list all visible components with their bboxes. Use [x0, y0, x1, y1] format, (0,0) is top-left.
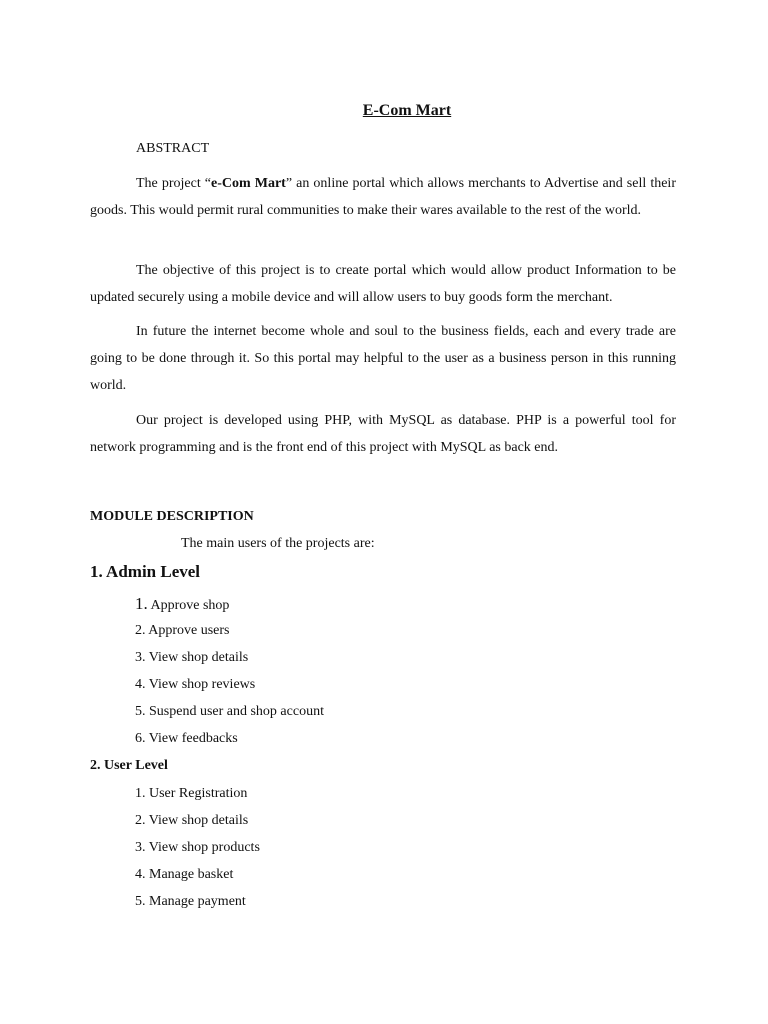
list-item-number: 3. — [135, 650, 146, 665]
list-item-number: 5. — [135, 894, 146, 909]
abstract-paragraph-4: Our project is developed using PHP, with MySQL as database. PHP is a powerful tool for network programming and is the front end of this project with MySQL as back end. — [90, 413, 676, 455]
user-level-heading: 2. User Level — [90, 758, 168, 773]
list-item-number: 3. — [135, 840, 146, 855]
list-item-text: Approve users — [145, 623, 230, 638]
list-item — [135, 807, 260, 834]
project-name: e-Com Mart — [211, 176, 286, 191]
list-item — [135, 834, 260, 861]
list-item-number: 1. — [135, 594, 148, 613]
list-item — [135, 780, 260, 807]
list-item — [135, 698, 324, 725]
list-item-text: Manage basket — [145, 867, 234, 882]
list-item-text: View shop products — [145, 840, 260, 855]
list-item-number: 2. — [135, 813, 146, 828]
module-description-heading: MODULE DESCRIPTION — [90, 509, 254, 524]
list-item-number: 2. — [135, 623, 146, 638]
list-item-text: Approve shop — [147, 598, 230, 613]
list-item-text: User Registration — [145, 786, 248, 801]
list-item-number: 5. — [135, 704, 146, 719]
admin-level-heading: 1. Admin Level — [90, 562, 201, 581]
list-item-text: View feedbacks — [145, 731, 238, 746]
list-item-number: 6. — [135, 731, 146, 746]
abstract-paragraph-1 — [90, 170, 676, 224]
list-item-text: View shop reviews — [145, 677, 256, 692]
admin-level-list — [135, 590, 324, 752]
list-item-text: View shop details — [145, 813, 249, 828]
list-item — [135, 590, 324, 617]
list-item-number: 1. — [135, 786, 146, 801]
list-item-text: Manage payment — [145, 894, 246, 909]
paragraph-1-suffix: ” an online portal which allows merchants to Advertise and sell their goods. This would permit rural communities to make their wares available to the rest of the world. — [90, 176, 676, 218]
list-item-number: 4. — [135, 677, 146, 692]
abstract-paragraph-2: The objective of this project is to create portal which would allow product Information to be updated securely using a mobile device and will allow users to buy goods form the merchant. — [90, 263, 676, 305]
list-item — [135, 888, 260, 915]
list-item-number: 4. — [135, 867, 146, 882]
list-item — [135, 861, 260, 888]
list-item-text: Suspend user and shop account — [145, 704, 324, 719]
paragraph-1-prefix: The project “ — [136, 176, 212, 191]
document-title: E-Com Mart — [362, 102, 452, 119]
module-intro: The main users of the projects are: — [181, 536, 375, 551]
user-level-list — [135, 780, 260, 915]
abstract-heading: ABSTRACT — [136, 141, 210, 156]
list-item — [135, 671, 324, 698]
list-item — [135, 617, 324, 644]
list-item — [135, 644, 324, 671]
list-item — [135, 725, 324, 752]
list-item-text: View shop details — [145, 650, 249, 665]
abstract-paragraph-3: In future the internet become whole and soul to the business fields, each and every trade are going to be done through it. So this portal may helpful to the user as a business person in this running world. — [90, 324, 676, 393]
